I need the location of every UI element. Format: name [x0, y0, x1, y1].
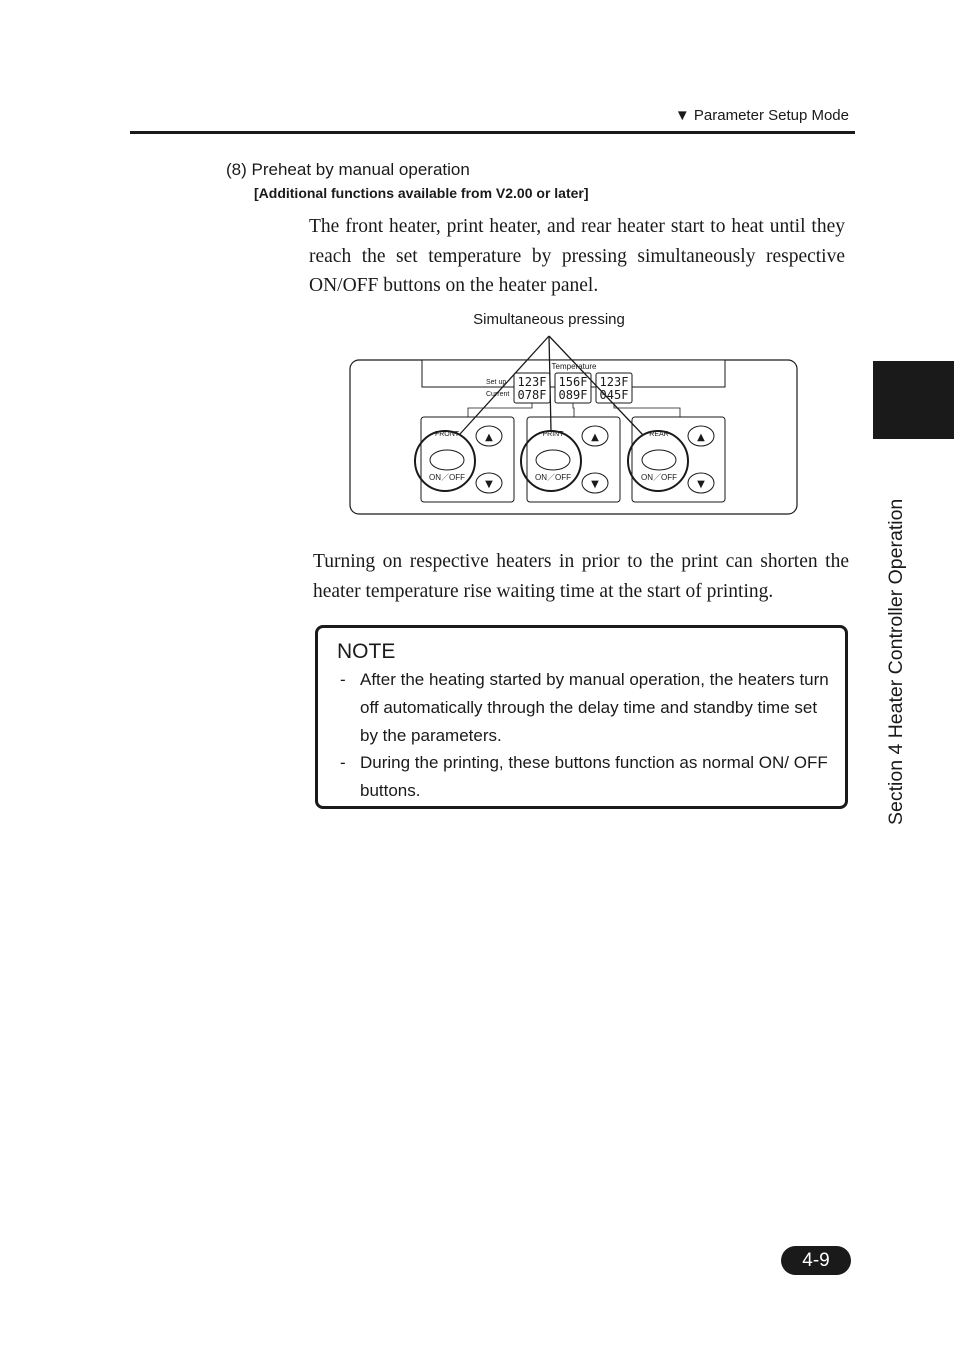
heater-panel-diagram [340, 305, 810, 525]
intro-paragraph: The front heater, print heater, and rear heater start to heat until they reach the set temperature by pressing simultaneously respective ON/OFF buttons on the heater panel. [309, 216, 845, 296]
section-heading: (8) Preheat by manual operation [226, 160, 470, 179]
group-label-print: PRINT [542, 431, 564, 438]
on-off-button-print[interactable] [536, 450, 570, 470]
on-off-button-front[interactable] [430, 450, 464, 470]
page-number: 4-9 [781, 1246, 851, 1275]
callout-label: Simultaneous pressing [473, 311, 625, 328]
note-item-text: After the heating started by manual operation, the heaters turn off automatically through the delay time and standby time set by the parameters. [360, 670, 829, 745]
group-label-rear: REAR [649, 431, 669, 438]
bullet-dash: - [340, 753, 346, 772]
down-arrow-icon: ▼ [697, 479, 705, 490]
current-value-rear: 045F [599, 388, 629, 402]
version-note: [Additional functions available from V2.00 or later] [254, 185, 589, 201]
setup-value-print: 156F [558, 375, 588, 389]
bullet-dash: - [340, 670, 346, 689]
triangle-down-icon: ▼ [674, 107, 690, 124]
note-title: NOTE [337, 640, 396, 663]
running-header-title: Parameter Setup Mode [693, 107, 849, 124]
row-label-setup: Set up [486, 379, 507, 386]
note-item [337, 749, 832, 805]
setup-value-front: 123F [517, 375, 547, 389]
display-title: Temperature [551, 362, 597, 371]
on-off-button-rear[interactable] [642, 450, 676, 470]
down-arrow-icon: ▼ [485, 479, 493, 490]
current-value-print: 089F [558, 388, 588, 402]
on-off-label-rear: ON／OFF [641, 473, 677, 482]
note-box [315, 625, 848, 809]
current-value-front: 078F [517, 388, 547, 402]
note-item-text: During the printing, these buttons function as normal ON/ OFF buttons. [360, 753, 828, 800]
down-arrow-icon: ▼ [591, 479, 599, 490]
header-rule [130, 131, 855, 134]
up-arrow-icon: ▲ [697, 432, 705, 443]
row-label-current: Current [486, 391, 510, 398]
group-label-front: FRONT [434, 431, 460, 438]
section-tab [873, 361, 954, 439]
section-side-label: Section 4 Heater Controller Operation [885, 498, 907, 825]
up-arrow-icon: ▲ [485, 432, 493, 443]
note-item [337, 666, 832, 750]
setup-value-rear: 123F [599, 375, 629, 389]
on-off-label-print: ON／OFF [535, 473, 571, 482]
running-header [675, 107, 849, 124]
benefit-paragraph: Turning on respective heaters in prior to the print can shorten the heater temperature rise waiting time at the start of printing. [313, 551, 849, 602]
up-arrow-icon: ▲ [591, 432, 599, 443]
on-off-label-front: ON／OFF [429, 473, 465, 482]
